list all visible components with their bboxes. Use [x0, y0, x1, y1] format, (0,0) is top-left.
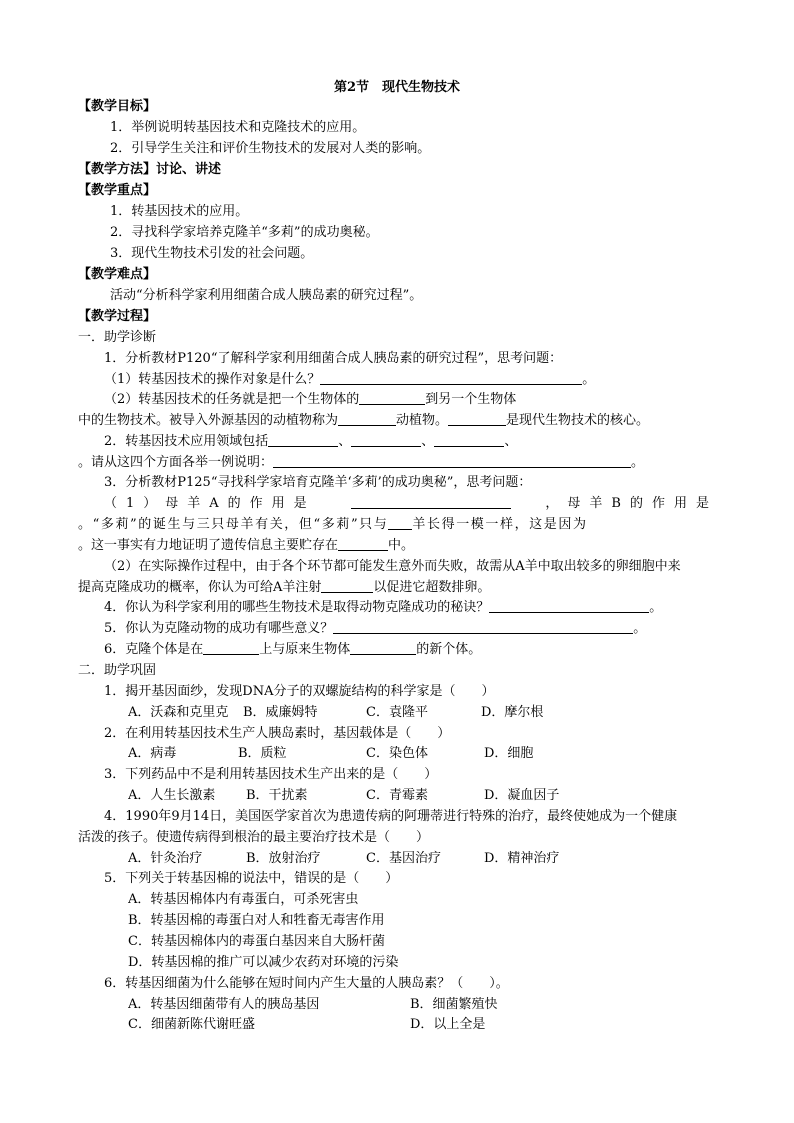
answer-blank[interactable]	[351, 494, 511, 509]
difficulty-item: 活动“分析科学家利用细菌合成人胰岛素的研究过程”。	[110, 288, 423, 303]
page-title: 第2节 现代生物技术	[333, 80, 461, 95]
fill-line: 6．克隆个体是在 上与原来生物体 的新个体。	[104, 642, 482, 657]
key-item: 2．寻找科学家培养克隆羊“多莉”的成功奥秘。	[110, 225, 379, 240]
answer-blank[interactable]	[350, 640, 416, 655]
section-heading-difficulty: 【教学难点】	[78, 267, 157, 282]
option-a[interactable]: A．病毒	[128, 746, 177, 761]
fill-line: （1）转基因技术的操作对象是什么？ 。	[104, 372, 596, 387]
fill-line: （2）转基因技术的任务就是把一个生物体的 到另一个生物体	[104, 392, 517, 407]
options-row	[128, 703, 794, 724]
options-row	[128, 995, 794, 1016]
option-b[interactable]: B．转基因棉的毒蛋白对人和牲畜无毒害作用	[128, 913, 385, 928]
option-d[interactable]: D．以上全是	[410, 1017, 486, 1032]
fill-line: 。请从这四个方面各举一例说明： 。	[78, 455, 645, 470]
option-c[interactable]: C．染色体	[366, 746, 428, 761]
question-text: 1．揭开基因面纱，发现DNA分子的双螺旋结构的科学家是（ ）	[104, 684, 495, 699]
fill-line: （1）母羊A的作用是 ，母羊B的作用是	[104, 496, 718, 511]
options-row	[128, 786, 794, 807]
part-heading: 二．助学巩固	[78, 663, 157, 678]
fill-line: 。这一事实有力地证明了遗传信息主要贮存在 中。	[78, 538, 415, 553]
option-a[interactable]: A．转基因棉体内有毒蛋白，可杀死害虫	[128, 892, 359, 907]
answer-blank[interactable]	[489, 598, 649, 613]
option-a[interactable]: A．人生长激素	[128, 788, 216, 803]
key-item: 1．转基因技术的应用。	[110, 204, 249, 219]
option-c[interactable]: C．细菌新陈代谢旺盛	[128, 1017, 255, 1032]
option-c[interactable]: C．袁隆平	[366, 705, 428, 720]
fill-line: 中的生物技术。被导入外源基因的动植物称为 动植物。 是现代生物技术的核心。	[78, 413, 650, 428]
question-text: 2．在利用转基因技术生产人胰岛素时，基因载体是（ ）	[104, 726, 451, 741]
key-item: 3．现代生物技术引发的社会问题。	[110, 246, 314, 261]
question-text: 6．转基因细菌为什么能够在短时间内产生大量的人胰岛素？（ ）。	[104, 976, 509, 991]
fill-line: 2．转基因技术应用领域包括 、 、 、	[104, 434, 518, 449]
part-heading: 一．助学诊断	[78, 330, 157, 345]
question-text: 活泼的孩子。使遗传病得到根治的最主要治疗技术是（ ）	[78, 830, 430, 845]
question-text: （2）在实际操作过程中，由于各个环节都可能发生意外而失败，故需从A羊中取出较多的卵细胞中来	[104, 559, 681, 574]
answer-blank[interactable]	[434, 432, 504, 447]
section-heading-goals: 【教学目标】	[78, 99, 157, 114]
option-d[interactable]: D．转基因棉的推广可以减少农药对环境的污染	[128, 955, 399, 970]
goal-item: 1．举例说明转基因技术和克隆技术的应用。	[110, 120, 366, 135]
fill-line: 。“多莉”的诞生与三只母羊有关，但“多莉”只与 羊长得一模一样，这是因为	[78, 517, 588, 532]
option-b[interactable]: B．威廉姆特	[243, 705, 318, 720]
question-text: 5．下列关于转基因棉的说法中，错误的是（ ）	[104, 871, 399, 886]
answer-blank[interactable]	[351, 432, 421, 447]
answer-blank[interactable]	[338, 411, 396, 426]
answer-blank[interactable]	[388, 515, 412, 530]
answer-blank[interactable]	[320, 370, 582, 385]
option-d[interactable]: D．凝血因子	[484, 788, 560, 803]
option-b[interactable]: B．质粒	[238, 746, 287, 761]
option-a[interactable]: A．沃森和克里克	[128, 705, 229, 720]
option-a[interactable]: A．针灸治疗	[128, 851, 203, 866]
section-heading-key: 【教学重点】	[78, 183, 157, 198]
option-c[interactable]: C．基因治疗	[366, 851, 441, 866]
answer-blank[interactable]	[359, 390, 425, 405]
answer-blank[interactable]	[273, 453, 631, 468]
option-d[interactable]: D．细胞	[484, 746, 534, 761]
question-text: 4．1990年9月14日，美国医学家首次为患遗传病的阿珊蒂进行特殊的治疗，最终使她成为一个健康	[104, 809, 678, 824]
answer-blank[interactable]	[268, 432, 338, 447]
options-row	[128, 744, 794, 765]
option-d[interactable]: D．摩尔根	[481, 705, 544, 720]
options-row	[128, 1015, 794, 1036]
answer-blank[interactable]	[321, 578, 373, 593]
section-heading-process: 【教学过程】	[78, 309, 157, 324]
options-row	[128, 849, 794, 870]
answer-blank[interactable]	[338, 536, 388, 551]
fill-line: 4．你认为科学家利用的哪些生物技术是取得动物克隆成功的秘诀？ 。	[104, 600, 663, 615]
question-text: 3．分析教材P125“寻找科学家培育克隆羊‘多莉’的成功奥秘”，思考问题：	[104, 475, 532, 490]
section-heading-method: 【教学方法】讨论、讲述	[78, 162, 222, 177]
option-d[interactable]: D．精神治疗	[484, 851, 560, 866]
question-text: 3．下列药品中不是利用转基因技术生产出来的是（ ）	[104, 767, 438, 782]
answer-blank[interactable]	[203, 640, 259, 655]
option-b[interactable]: B．放射治疗	[246, 851, 321, 866]
option-b[interactable]: B．细菌繁殖快	[410, 997, 498, 1012]
option-c[interactable]: C．青霉素	[366, 788, 428, 803]
option-a[interactable]: A．转基因细菌带有人的胰岛基因	[128, 997, 320, 1012]
fill-line: 提高克隆成功的概率，你认为可给A羊注射 以促进它超数排卵。	[78, 580, 491, 595]
option-c[interactable]: C．转基因棉体内的毒蛋白基因来自大肠杆菌	[128, 934, 385, 949]
answer-blank[interactable]	[448, 411, 506, 426]
option-b[interactable]: B．干扰素	[246, 788, 308, 803]
answer-blank[interactable]	[333, 619, 633, 634]
fill-line: 5．你认为克隆动物的成功有哪些意义？ 。	[104, 621, 647, 636]
goal-item: 2．引导学生关注和评价生物技术的发展对人类的影响。	[110, 141, 431, 156]
question-text: 1．分析教材P120“了解科学家利用细菌合成人胰岛素的研究过程”，思考问题：	[104, 351, 563, 366]
